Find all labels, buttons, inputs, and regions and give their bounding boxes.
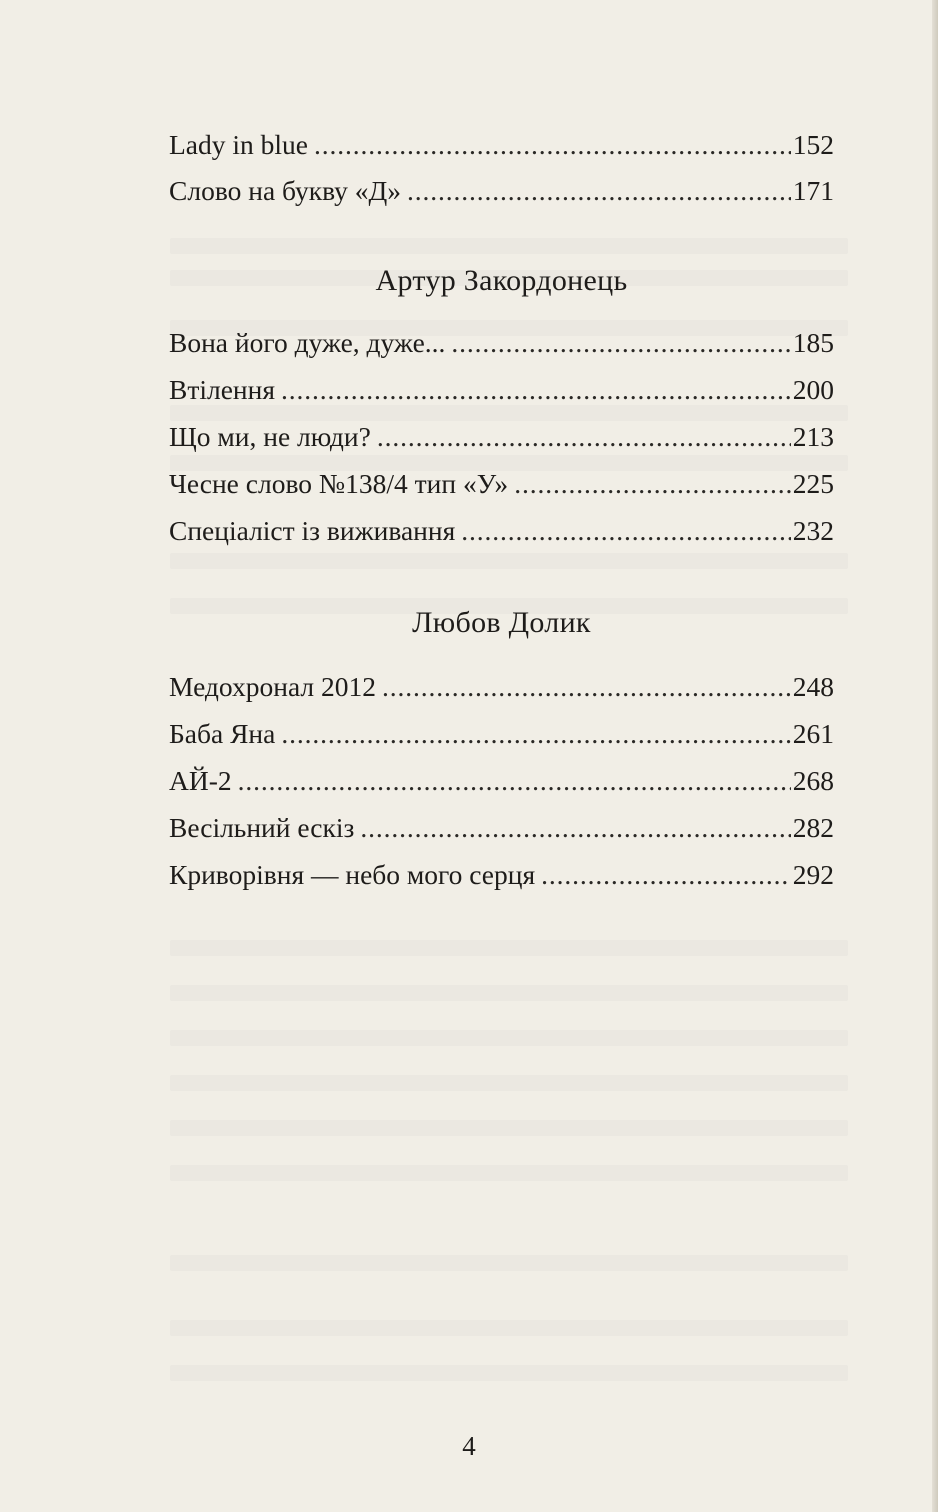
- dot-leader: [451, 326, 790, 360]
- toc-entry-page: 171: [792, 175, 834, 206]
- toc-entry[interactable]: [169, 373, 834, 407]
- dot-leader: [541, 858, 791, 892]
- dot-leader: [377, 420, 791, 454]
- toc-entry-title: Баба Яна: [169, 718, 276, 749]
- toc-entry-title: Вона його дуже, дуже...: [169, 327, 446, 358]
- toc-entry[interactable]: [169, 467, 834, 501]
- toc-entry[interactable]: [169, 326, 834, 360]
- toc-entry-title: Що ми, не люди?: [169, 421, 371, 452]
- toc-entry-page: 282: [792, 812, 834, 843]
- dot-leader: [382, 670, 791, 704]
- toc-entry-title: Lady in blue: [169, 129, 308, 160]
- toc-entry-title: Весільний ескіз: [169, 812, 355, 843]
- toc-entry[interactable]: [169, 858, 834, 892]
- toc-entry-title: Слово на букву «Д»: [169, 175, 402, 206]
- toc-entry-page: 292: [792, 859, 834, 890]
- toc-entry[interactable]: [169, 764, 834, 798]
- toc-entry-title: Втілення: [169, 374, 276, 405]
- toc-entry-page: 248: [792, 671, 834, 702]
- toc-entry-page: 261: [792, 718, 834, 749]
- toc-entry[interactable]: [169, 811, 834, 845]
- toc-entry-page: 200: [792, 374, 834, 405]
- toc-entry-page: 232: [792, 515, 834, 546]
- toc-entry-page: 268: [792, 765, 834, 796]
- author-heading: Артур Закордонець: [375, 264, 628, 297]
- author-heading: Любов Долик: [412, 606, 591, 639]
- toc-entry[interactable]: [169, 717, 834, 751]
- toc-entry-title: Медохронал 2012: [169, 671, 377, 702]
- toc-entry[interactable]: [169, 128, 834, 162]
- toc-entry-page: 225: [792, 468, 834, 499]
- dot-leader: [238, 764, 791, 798]
- dot-leader: [314, 128, 791, 162]
- toc-entry[interactable]: [169, 514, 834, 548]
- toc-entry[interactable]: [169, 420, 834, 454]
- dot-leader: [281, 373, 791, 407]
- toc-entry-page: 213: [792, 421, 834, 452]
- toc-entry-title: АЙ-2: [169, 765, 232, 796]
- dot-leader: [360, 811, 790, 845]
- dot-leader: [407, 174, 791, 208]
- toc-entry-title: Криворівня — небо мого серця: [169, 859, 536, 890]
- dot-leader: [281, 717, 790, 751]
- toc-entry-title: Спеціаліст із виживання: [169, 515, 456, 546]
- toc-entry[interactable]: [169, 174, 834, 208]
- toc-entry[interactable]: [169, 670, 834, 704]
- page-number: 4: [462, 1431, 476, 1461]
- dot-leader: [461, 514, 791, 548]
- toc-entry-title: Чесне слово №138/4 тип «У»: [169, 468, 509, 499]
- toc-entry-page: 152: [792, 129, 834, 160]
- dot-leader: [514, 467, 791, 501]
- toc-entry-page: 185: [792, 327, 834, 358]
